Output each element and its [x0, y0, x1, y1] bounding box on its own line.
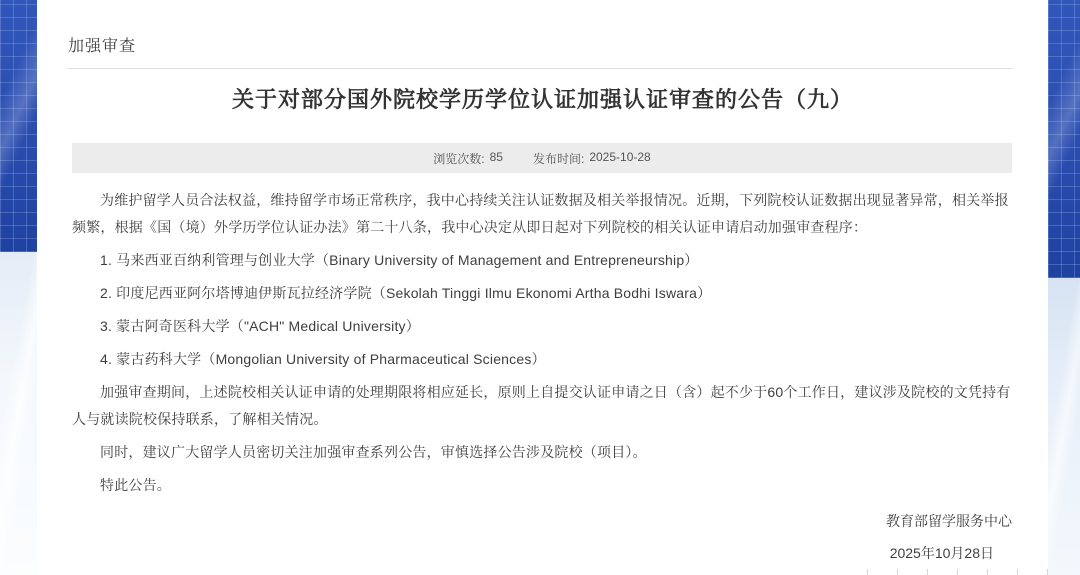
right-decor-banner [1048, 0, 1080, 575]
header-divider [68, 68, 1012, 69]
paragraph-advice: 同时，建议广大留学人员密切关注加强审查系列公告，审慎选择公告涉及院校（项目）。 [100, 444, 647, 460]
publish-label: 发布时间: [532, 151, 585, 166]
article-body [37, 187, 1048, 567]
page-title: 关于对部分国外院校学历学位认证加强认证审查的公告（九） [231, 87, 853, 112]
paragraph-intro: 为维护留学人员合法权益，维持留学市场正常秩序，我中心持续关注认证数据及相关举报情况。近期，下列院校认证数据出现显著异常，相关举报频繁，根据《国（境）外学历学位认证办法》第二十八条，我中心决定从即日起对下列院校的相关认证申请启动加强审查程序： [72, 192, 1009, 235]
breadcrumb: 加强审查 [68, 38, 137, 55]
meta-bar [72, 143, 1012, 173]
announcement-card [37, 0, 1048, 575]
views-counter [433, 150, 503, 167]
paragraph-processing-period: 加强审查期间，上述院校相关认证申请的处理期限将相应延长，原则上自提交认证申请之日（含）起不少于60个工作日，建议涉及院校的文凭持有人与就读院校保持联系，了解相关情况。 [72, 384, 1011, 427]
publish-date [533, 150, 651, 167]
issue-date: 2025年10月28日 [889, 545, 994, 561]
right-banner-light-area [1048, 278, 1080, 575]
institution-item-2: 2. 印度尼西亚阿尔塔博迪伊斯瓦拉经济学院（Sekolah Tinggi Ilmu Ekonomi Artha Bodhi Iswara） [100, 285, 712, 301]
left-decor-banner [0, 0, 37, 575]
views-value: 85 [489, 149, 503, 164]
publish-value: 2025-10-28 [589, 149, 651, 164]
views-label: 浏览次数: [433, 151, 485, 166]
paragraph-closing: 特此公告。 [100, 477, 171, 493]
institution-item-3: 3. 蒙古阿奇医科大学（"ACH" Medical University） [100, 318, 420, 334]
left-banner-light-area [0, 252, 37, 575]
institution-item-4: 4. 蒙古药科大学（Mongolian University of Pharmaceutical Sciences） [100, 351, 546, 367]
institution-item-1: 1. 马来西亚百纳利管理与创业大学（Binary University of Management and Entrepreneurship） [100, 252, 699, 268]
left-banner-circuit-pattern [0, 0, 37, 252]
issuer-signature: 教育部留学服务中心 [886, 513, 1012, 529]
right-banner-circuit-pattern [1048, 0, 1080, 278]
table-top-edge-ticks [867, 569, 1048, 575]
card-header [37, 37, 1048, 69]
